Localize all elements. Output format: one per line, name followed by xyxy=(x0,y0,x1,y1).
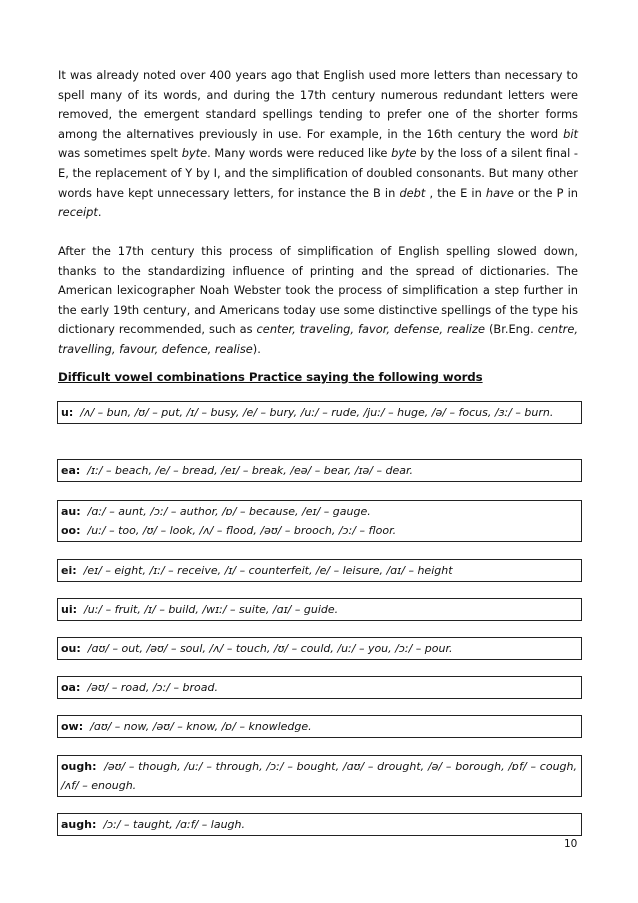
combination-label: ough: xyxy=(61,760,97,773)
word-bit: bit xyxy=(563,126,578,141)
word-receipt: receipt xyxy=(58,205,98,220)
vowel-box-ui xyxy=(57,598,582,621)
section-heading: Difficult vowel combinations Practice saying the following words xyxy=(58,370,483,384)
vowel-line-oo xyxy=(61,521,577,540)
vowel-box-ou xyxy=(57,637,582,660)
combination-label: ow: xyxy=(61,720,84,733)
vowel-box-ow xyxy=(57,715,582,738)
vowel-line-au xyxy=(61,502,577,521)
word-byte: byte xyxy=(181,146,208,161)
vowel-box-ough xyxy=(57,755,582,797)
pronunciation-examples: /əʊ/ – road, /ɔː/ – broad. xyxy=(87,681,218,694)
combination-label: ou: xyxy=(61,642,81,655)
text-run: It was already noted over 400 years ago that English used more letters than necessary to spell many of its words, and during the 17th century numerous redundant letters were removed, the emergent standard spellings tending to prefer one of the shorter forms among the alternatives previously in use. For example, in the 16th century the word xyxy=(58,68,578,141)
british-spellings: centre, travelling, favour, defence, realise xyxy=(58,322,578,356)
vowel-box-ea xyxy=(57,459,582,482)
text-run: by the loss of a silent final -E, the replacement of Y by I, and the simplification of doubled consonants. But many other words have kept unnecessary letters, for instance the B in xyxy=(58,146,579,200)
combination-label: ea: xyxy=(61,464,81,477)
pronunciation-examples: /ɑʊ/ – now, /əʊ/ – know, /ɒ/ – knowledge. xyxy=(90,720,312,733)
pronunciation-examples: /uː/ – too, /ʊ/ – look, /ʌ/ – flood, /əʊ/ – brooch, /ɔː/ – floor. xyxy=(87,524,397,537)
pronunciation-examples: /eɪ/ – eight, /ɪː/ – receive, /ɪ/ – counterfeit, /e/ – leisure, /ɑɪ/ – height xyxy=(83,564,453,577)
vowel-box-augh xyxy=(57,813,582,836)
text-run: ). xyxy=(252,341,261,356)
combination-label: ui: xyxy=(61,603,78,616)
combination-label: u: xyxy=(61,406,74,419)
word-byte: byte xyxy=(391,146,417,161)
vowel-box-oa xyxy=(57,676,582,699)
page-number: 10 xyxy=(564,838,578,850)
text-run: or the P in xyxy=(513,185,578,200)
text-run: , the E in xyxy=(425,185,486,200)
american-spellings: center, traveling, favor, defense, realize xyxy=(256,322,485,337)
pronunciation-examples: /uː/ – fruit, /ɪ/ – build, /wɪː/ – suite, /ɑɪ/ – guide. xyxy=(84,603,339,616)
pronunciation-examples: /ɔː/ – taught, /ɑːf/ – laugh. xyxy=(103,818,245,831)
pronunciation-examples: /ɑː/ – aunt, /ɔː/ – author, /ɒ/ – because, /eɪ/ – gauge. xyxy=(87,505,371,518)
pronunciation-examples: /ɪː/ – beach, /e/ – bread, /eɪ/ – break, /eə/ – bear, /ɪə/ – dear. xyxy=(87,464,413,477)
text-run: . xyxy=(97,205,102,220)
pronunciation-examples: /ʌ/ – bun, /ʊ/ – put, /ɪ/ – busy, /e/ – bury, /uː/ – rude, /juː/ – huge, /ə/ – focus, /ɜː/ – burn. xyxy=(80,406,554,419)
paragraph-webster xyxy=(58,242,578,360)
vowel-box-ei xyxy=(57,559,582,582)
text-run: . Many words were reduced like xyxy=(207,146,392,161)
text-run: was sometimes spelt xyxy=(58,146,182,161)
combination-label: au: xyxy=(61,505,81,518)
pronunciation-examples: /ɑʊ/ – out, /əʊ/ – soul, /ʌ/ – touch, /ʊ/ – could, /uː/ – you, /ɔː/ – pour. xyxy=(87,642,453,655)
paragraph-spelling-history xyxy=(58,66,578,223)
combination-label: augh: xyxy=(61,818,97,831)
vowel-box-au-oo xyxy=(57,500,582,542)
word-have: have xyxy=(485,185,514,200)
vowel-box-u xyxy=(57,401,582,424)
combination-label: oo: xyxy=(61,524,81,537)
text-run: (Br.Eng. xyxy=(484,322,538,337)
word-debt: debt xyxy=(399,185,426,200)
pronunciation-examples: /əʊ/ – though, /uː/ – through, /ɔː/ – bought, /ɑʊ/ – drought, /ə/ – borough, /ɒf/ – cough, /ʌf/ – enough. xyxy=(61,760,577,792)
text-run: After the 17th century this process of simplification of English spelling slowed down, thanks to the standardizing influence of printing and the spread of dictionaries. The American lexicographer Noah Webster took the process of simplification a step further in the early 19th century, and Americans today use some distinctive spellings of the type his dictionary recommended, such as xyxy=(58,244,578,337)
combination-label: ei: xyxy=(61,564,77,577)
combination-label: oa: xyxy=(61,681,81,694)
